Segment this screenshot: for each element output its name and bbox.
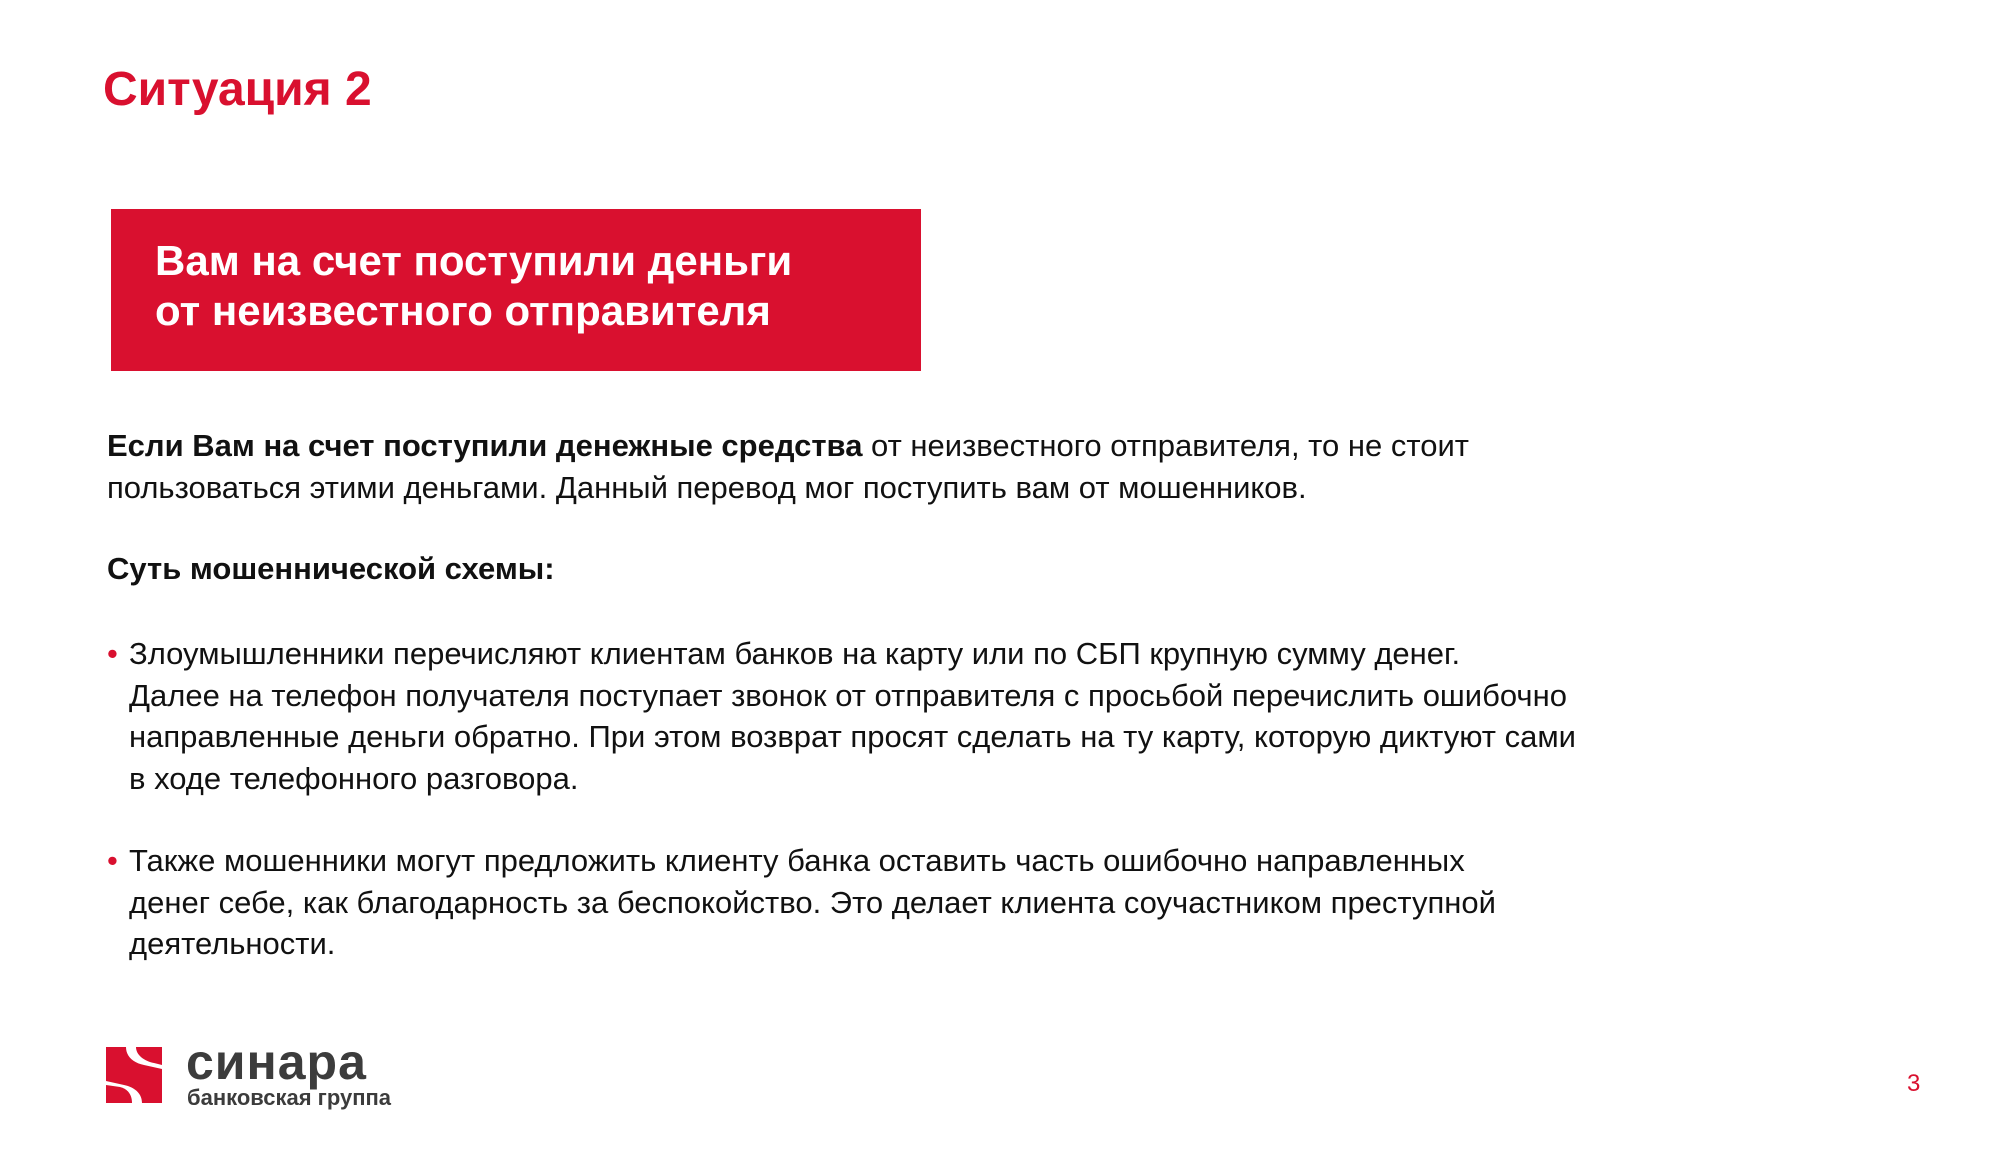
company-logo: [106, 1034, 426, 1110]
bullet-2-line-1: Также мошенники могут предложить клиенту банка оставить часть ошибочно направленных: [129, 843, 1465, 878]
banner-line-1: Вам на счет поступили деньги: [155, 237, 793, 284]
bullet-1-line-4: в ходе телефонного разговора.: [129, 760, 579, 796]
logo-name: синара: [186, 1034, 367, 1090]
bullet-2-line-3: деятельности.: [129, 926, 336, 961]
logo-tagline: банковская группа: [187, 1085, 392, 1110]
intro-line-1: [107, 425, 1807, 467]
sinara-logo-icon: [106, 1047, 162, 1103]
bullet-1-line-1: Злоумышленники перечисляют клиентам банков на карту или по СБП крупную сумму денег.: [129, 636, 1461, 671]
intro-bold-text: Если Вам на счет поступили денежные средства: [107, 428, 863, 463]
slide-title: Ситуация 2: [103, 63, 372, 116]
bullet-1-line-3: направленные деньги обратно. При этом возврат просят сделать на ту карту, которую диктуют сами: [129, 719, 1576, 754]
intro-rest-text: от неизвестного отправителя, то не стоит: [862, 428, 1469, 463]
scheme-heading: Суть мошеннической схемы:: [107, 551, 555, 586]
intro-paragraph: [107, 425, 1807, 509]
intro-line-2: пользоваться этими деньгами. Данный перевод мог поступить вам от мошенников.: [107, 470, 1307, 505]
banner-line-2: от неизвестного отправителя: [155, 287, 771, 334]
bullet-item-1: [107, 633, 1807, 799]
highlight-banner: [111, 209, 921, 371]
bullet-2-line-2: денег себе, как благодарность за беспокойство. Это делает клиента соучастником преступной: [129, 884, 1496, 920]
page-number: 3: [1907, 1070, 1921, 1097]
bullet-item-2: [107, 840, 1807, 965]
bullet-marker: •: [107, 636, 118, 671]
banner-text: [155, 236, 921, 336]
bullet-1-line-2: Далее на телефон получателя поступает звонок от отправителя с просьбой перечислить ошибочно: [129, 677, 1567, 713]
bullet-marker: •: [107, 843, 118, 878]
